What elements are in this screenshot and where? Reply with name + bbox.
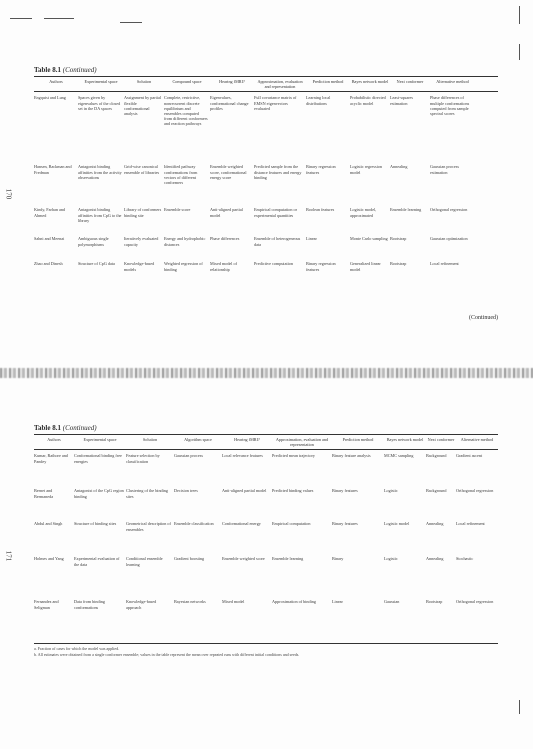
table-cell: Logistic model: [384, 521, 410, 527]
table-cell: Ensemble learning: [272, 556, 304, 562]
table-cell: Kumar, Rathore and Pandey: [34, 453, 68, 464]
header-cell: Bayes network model: [386, 437, 424, 442]
continued-label: (Continued): [469, 315, 498, 322]
table-cell: Predicted binding values: [272, 488, 314, 494]
table-cell: Approximation of binding: [272, 599, 316, 605]
table-top: [34, 66, 498, 321]
table-cell: Decision trees: [174, 488, 198, 494]
table-cell: Annealing: [390, 164, 408, 170]
table-cell: Abdul and Singh: [34, 521, 63, 527]
table-cell: Predictive computation: [254, 261, 293, 267]
header-cell: Approximation, evaluation and representation: [275, 437, 329, 448]
table-row: [34, 485, 498, 518]
table-cell: Binary feature analysis: [332, 453, 371, 459]
table-cell: Ensemble weighted score, conformational energy score: [210, 164, 247, 180]
table-cell: MCMC sampling: [384, 453, 414, 459]
table-row: [34, 204, 498, 233]
table-cell: Ensemble of heterogeneous data: [254, 236, 301, 247]
caption-continued: (Continued): [62, 66, 97, 74]
page-number-top: 170: [4, 188, 13, 200]
scan-artifact: [0, 368, 533, 378]
header-cell: Alternative method: [460, 437, 494, 442]
table-cell: Logistic model, approximated: [350, 207, 377, 218]
table-row: [34, 161, 498, 204]
table-cell: Knowledge-based models: [124, 261, 155, 272]
table-cell: Binary features: [332, 521, 358, 527]
header-cell: Solution: [142, 437, 158, 442]
table-cell: Empirical computation: [272, 521, 311, 527]
table-row: [34, 518, 498, 553]
header-cell: Prediction method: [312, 79, 344, 84]
table-cell: Phase differences of multiple conformations computed from sample spectral scores: [430, 95, 470, 117]
table-cell: Ensemble classification: [174, 521, 214, 527]
table-cell: Bootstrap: [390, 236, 407, 242]
header-cell: Approximation, evaluation and representation: [257, 79, 303, 90]
table-cell: Ensemble learning: [390, 207, 422, 213]
table-cell: Stochastic: [456, 556, 474, 562]
table-cell: Antagonist binding affinities from CpG to the library: [78, 207, 122, 223]
table-body: [34, 450, 498, 639]
header-cell: Hearing fMRI?: [234, 437, 260, 442]
table-cell: Binary features: [332, 488, 358, 494]
table-cell: Iteratively evaluated capacity: [124, 236, 159, 247]
table-cell: Gaussian: [384, 599, 400, 605]
table-row: [34, 596, 498, 639]
table-cell: Orthogonal regression: [456, 488, 494, 494]
table-cell: Bernet and Bermaneda: [34, 488, 54, 499]
footnote: b. All estimates were obtained from a single conformer ensemble; values in the table represent the mean over repeated runs with different initial conditions and seeds.: [34, 651, 300, 657]
footnote: a. Fraction of cases for which the model was applied.: [34, 646, 120, 652]
table-cell: Learning local distributions: [306, 95, 331, 106]
table-cell: Annealing: [426, 556, 444, 562]
table-row: [34, 233, 498, 258]
table-cell: Linear: [306, 236, 317, 242]
header-cell: Authors: [49, 79, 63, 84]
table-cell: Background: [426, 453, 447, 459]
table-cell: Probabilistic directed acyclic model: [350, 95, 386, 106]
table-cell: Gaussian optimization: [430, 236, 468, 242]
edge-mark: [519, 44, 520, 60]
table-cell: Boolean features: [306, 207, 335, 213]
header-cell: Hearing fMRI?: [219, 79, 245, 84]
table-cell: Phase differences: [210, 236, 240, 242]
table-cell: Empirical computation or experimental quantities: [254, 207, 298, 218]
table-row: [34, 553, 498, 596]
table-cell: Ensemble weighted score: [222, 556, 265, 562]
table-cell: Predicted mean trajectory: [272, 453, 316, 459]
table-cell: Orthogonal regression: [430, 207, 468, 213]
header-cell: Bayes network model: [351, 79, 389, 84]
caption-continued: (Continued): [62, 424, 97, 432]
header-cell: Algorithm space: [184, 437, 212, 442]
top-rule-segment: [44, 18, 74, 19]
table-cell: Library of conformers binding site: [124, 207, 162, 218]
table-cell: Binary regression features: [306, 261, 336, 272]
table-cell: Ambiguous single polymorphisms: [78, 236, 109, 247]
edge-mark: [519, 700, 520, 714]
table-cell: Energy and hydrophobic distances: [164, 236, 206, 247]
table-cell: Local refinement: [430, 261, 459, 267]
table-cell: Grid-wise canonical ensemble of libraries: [124, 164, 160, 175]
table-cell: Identified pathway conformations from vectors of different conformers: [164, 164, 198, 186]
table-cell: Conformational energy: [222, 521, 261, 527]
table-cell: Gradient ascent: [456, 453, 483, 459]
table-cell: Bootstrap: [390, 261, 407, 267]
table-cell: Gaussian process estimation: [430, 164, 459, 175]
table-cell: Gaussian process: [174, 453, 203, 459]
table-cell: Full covariance matrix of EMSN eigenvectors evaluated: [254, 95, 297, 111]
table-cell: Conditional ensemble learning: [126, 556, 163, 567]
header-cell: Authors: [47, 437, 61, 442]
table-cell: Structure of CpG data: [78, 261, 115, 267]
edge-mark: [519, 6, 520, 24]
table-cell: Mixed model of relationship: [210, 261, 237, 272]
table-body: [34, 92, 498, 311]
table-cell: Eigenvalues, conformational change profiles: [210, 95, 249, 111]
table-cell: Assignment by partial flexible conformational analysis: [124, 95, 161, 117]
header-cell: Experimental space: [83, 437, 117, 442]
table-cell: Orthogonal regression: [456, 599, 494, 605]
table-cell: Experimental evaluation of the data: [74, 556, 120, 567]
header-cell: Solution: [136, 79, 152, 84]
table-cell: Engquist and Lung: [34, 95, 66, 101]
table-cell: Least-squares estimation: [390, 95, 414, 106]
table-cell: Anti-aligned partial model: [222, 488, 267, 494]
table-cell: Weighted regression of binding: [164, 261, 203, 272]
table-cell: Background: [426, 488, 447, 494]
table-cell: Kindy, Farhan and Ahmed: [34, 207, 66, 218]
header-cell: Next conformer: [427, 437, 455, 442]
table-cell: Conformational binding free energies: [74, 453, 122, 464]
caption-number: Table 8.1: [34, 424, 61, 432]
table-cell: Feature selection by classification: [126, 453, 160, 464]
page-number-bottom: 171: [4, 550, 13, 562]
caption-number: Table 8.1: [34, 66, 61, 74]
table-header: [34, 77, 498, 92]
top-rule-segment: [120, 22, 142, 23]
table-notes: [34, 643, 498, 657]
table-cell: Holmes and Yang: [34, 556, 64, 562]
table-cell: Binary regression features: [306, 164, 336, 175]
table-header: [34, 435, 498, 450]
table-bottom: [34, 424, 498, 657]
table-cell: Predicted sample from the distance features and energy binding: [254, 164, 302, 180]
table-cell: Sahni and Meenai: [34, 236, 65, 242]
header-cell: Compound space: [172, 79, 202, 84]
top-rule-segment: [10, 18, 32, 19]
table-cell: Bayesian networks: [174, 599, 206, 605]
table-cell: Logistic: [384, 488, 398, 494]
table-cell: Ensemble score: [164, 207, 191, 213]
table-cell: Mixed model: [222, 599, 245, 605]
table-cell: Knowledge-based approach: [126, 599, 157, 610]
header-cell: Next conformer: [396, 79, 424, 84]
table-cell: Spaces given by eigenvalues of the closed set in the DA spaces: [78, 95, 121, 111]
header-cell: Prediction method: [342, 437, 374, 442]
table-cell: Anti-aligned partial model: [210, 207, 243, 218]
table-cell: Hansen, Backman and Fredman: [34, 164, 72, 175]
table-cell: Gradient boosting: [174, 556, 205, 562]
table-caption: [34, 66, 498, 74]
table-cell: Monte Carlo sampling: [350, 236, 388, 242]
table-row: [34, 450, 498, 485]
table-cell: Fernandez and Seligman: [34, 599, 59, 610]
table-cell: Structure of binding sites: [74, 521, 117, 527]
table-cell: Zhao and Dinesh: [34, 261, 63, 267]
table-cell: Local refinement: [456, 521, 485, 527]
table-row: [34, 92, 498, 161]
header-cell: Experimental space: [84, 79, 118, 84]
table-cell: Binary: [332, 556, 344, 562]
table-cell: Logistic: [384, 556, 398, 562]
table-cell: Data from binding conformations: [74, 599, 105, 610]
table-cell: Bootstrap: [426, 599, 443, 605]
table-cell: Geometrical description of ensembles: [126, 521, 171, 532]
table-cell: Annealing: [426, 521, 444, 527]
table-row: [34, 258, 498, 311]
table-cell: Complete, restrictive, nonrecurrent discrete equilibrium and ensembles computed from different conformers and reaction pathways: [164, 95, 208, 127]
header-cell: Alternative method: [436, 79, 469, 84]
table-cell: Generalized linear model: [350, 261, 381, 272]
table-cell: Logistic regression model: [350, 164, 382, 175]
table-cell: Linear: [332, 599, 343, 605]
table-cell: Clustering of the binding sites: [126, 488, 168, 499]
table-cell: Antagonist of the CpG region binding: [74, 488, 124, 499]
table-cell: Local relevance features: [222, 453, 263, 459]
table-cell: Antagonist binding affinities from the activity observations: [78, 164, 122, 180]
table-caption: [34, 424, 498, 432]
